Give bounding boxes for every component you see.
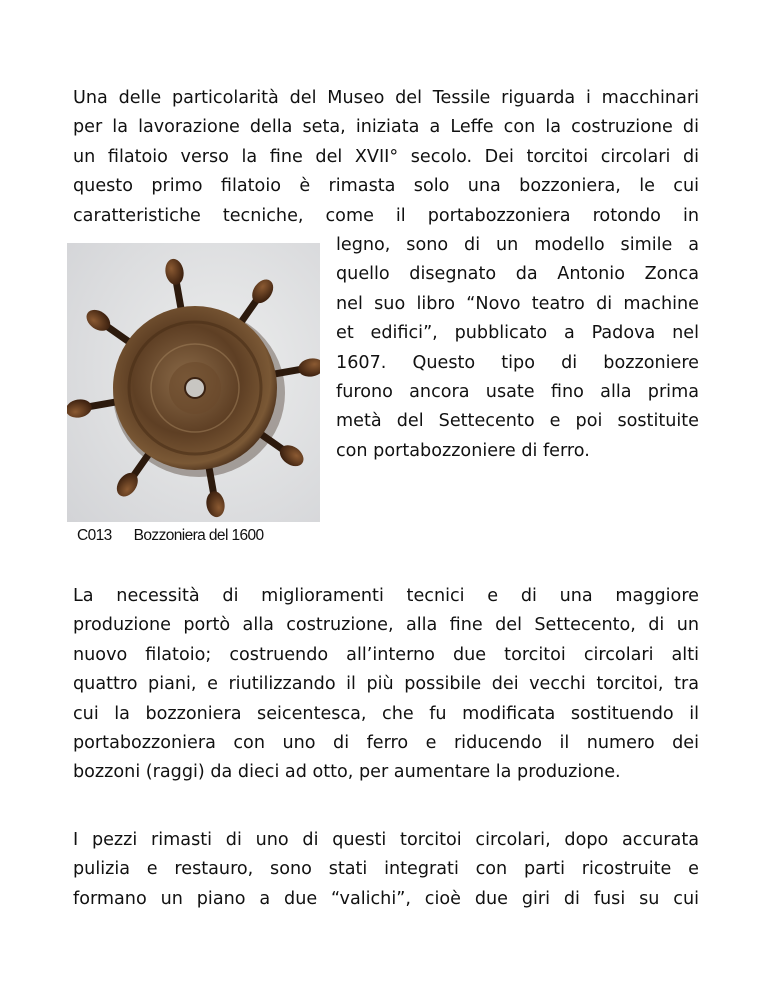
- text-line: La necessità di miglioramenti tecnici e di una maggiore: [73, 586, 699, 606]
- text-line: nel suo libro “Novo teatro di machine: [336, 293, 699, 314]
- paragraph-1-wrapped: [336, 231, 699, 466]
- text-line: caratteristiche tecniche, come il portabozzoniera rotondo in: [73, 205, 699, 226]
- text-line: un filatoio verso la fine del XVII° secolo. Dei torcitoi circolari di: [73, 146, 699, 167]
- bozzoniera-wheel-image: [67, 243, 320, 522]
- text-line: con portabozzoniere di ferro.: [336, 440, 590, 461]
- text-line: questo primo filatoio è rimasta solo una bozzoniera, le cui: [73, 176, 699, 197]
- figure-caption-text: Bozzoniera del 1600: [133, 527, 264, 544]
- text-line: quattro piani, e riutilizzando il più possibile dei vecchi torcitoi, tra: [73, 674, 699, 695]
- text-line: legno, sono di un modello simile a: [336, 235, 699, 255]
- text-line: metà del Settecento e poi sostituite: [336, 411, 699, 432]
- text-line: cui la bozzoniera seicentesca, che fu modificata sostituendo il: [73, 703, 699, 724]
- paragraph-3: [73, 826, 699, 914]
- text-line: bozzoni (raggi) da dieci ad otto, per aumentare la produzione.: [73, 762, 621, 783]
- text-line: Una delle particolarità del Museo del Tessile riguarda i macchinari: [73, 88, 699, 108]
- bozzoniera-photo: [67, 243, 320, 522]
- text-line: 1607. Questo tipo di bozzoniere: [336, 352, 699, 373]
- text-line: formano un piano a due “valichi”, cioè due giri di fusi su cui: [73, 888, 699, 909]
- text-line: et edifici”, pubblicato a Padova nel: [336, 323, 699, 344]
- paragraph-1-intro: [73, 84, 699, 231]
- figure-code: C013: [77, 527, 112, 544]
- text-line: produzione portò alla costruzione, alla fine del Settecento, di un: [73, 615, 699, 636]
- text-line: portabozzoniera con uno di ferro e riducendo il numero dei: [73, 733, 699, 754]
- text-line: per la lavorazione della seta, iniziata a Leffe con la costruzione di: [73, 117, 699, 138]
- text-line: I pezzi rimasti di uno di questi torcitoi circolari, dopo accurata: [73, 830, 699, 850]
- text-line: quello disegnato da Antonio Zonca: [336, 264, 699, 285]
- text-line: furono ancora usate fino alla prima: [336, 382, 699, 403]
- text-line: pulizia e restauro, sono stati integrati con parti ricostruite e: [73, 859, 699, 880]
- text-line: nuovo filatoio; costruendo all’interno due torcitoi circolari alti: [73, 644, 699, 665]
- paragraph-2: [73, 582, 699, 788]
- figure-caption: [77, 527, 264, 545]
